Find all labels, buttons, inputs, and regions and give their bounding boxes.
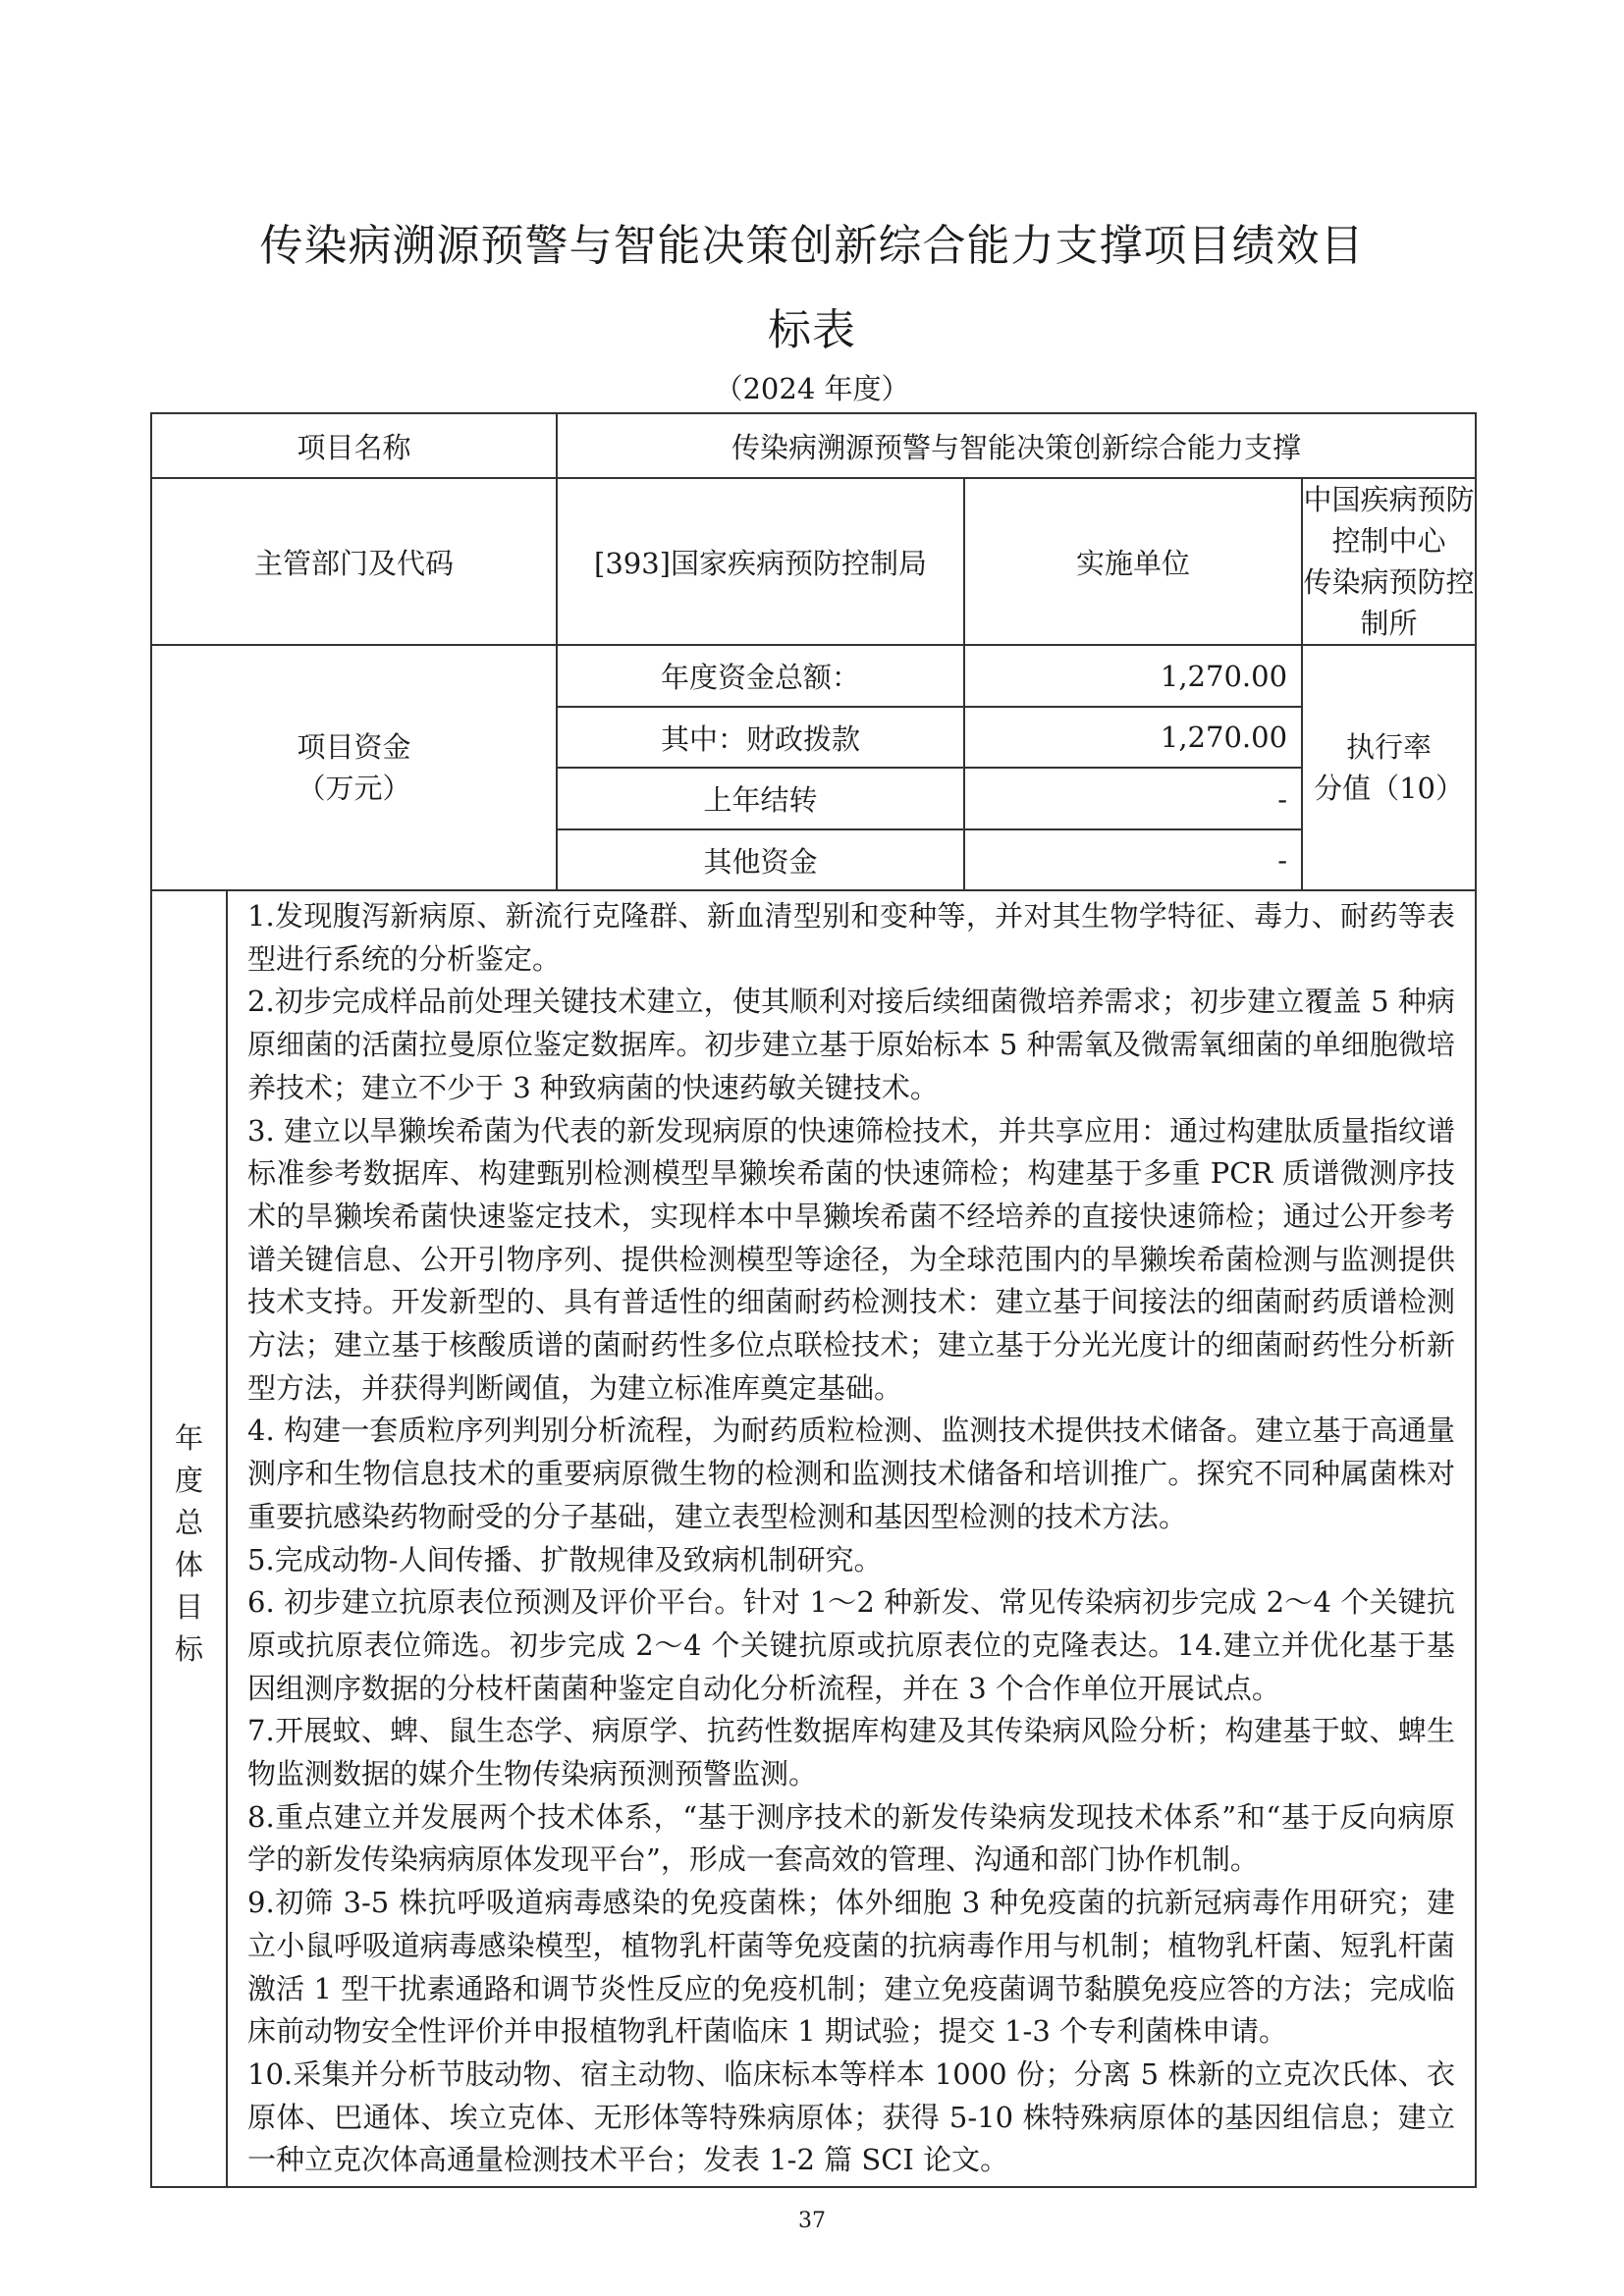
annual-total-label: 年度资金总额： [557, 645, 964, 707]
impl-unit-line2: 传染病预防控制所 [1303, 565, 1475, 640]
exec-rate-score [1302, 645, 1476, 890]
goals-label-char: 度 [174, 1463, 203, 1497]
document-title-line2: 标表 [768, 305, 856, 355]
project-name-label: 项目名称 [151, 413, 557, 478]
goal-item: 4. 构建一套质粒序列判别分析流程，为耐药质粒检测、监测技术提供技术储备。建立基于高通量测序和生物信息技术的重要病原微生物的检测和监测技术储备和培训推广。探究不同种属菌株对重要抗感染药物耐受的分子基础，建立表型检测和基因型检测的技术方法。 [247, 1414, 1456, 1533]
carryover-label: 上年结转 [557, 768, 964, 829]
goal-item: 1.发现腹泻新病原、新流行克隆群、新血清型别和变种等，并对其生物学特征、毒力、耐药等表型进行系统的分析鉴定。 [247, 899, 1456, 976]
goal-item: 3. 建立以旱獭埃希菌为代表的新发现病原的快速筛检技术，并共享应用：通过构建肽质量指纹谱标准参考数据库、构建甄别检测模型旱獭埃希菌的快速筛检；构建基于多重 PCR 质谱微测序技术的旱獭埃希菌快速鉴定技术，实现样本中旱獭埃希菌不经培养的直接快速筛检；通过公开参考谱关键信息、公开引物序列、提供检测模型等途径，为全球范围内的旱獭埃希菌检测与监测提供技术支持。开发新型的、具有普适性的细菌耐药检测技术：建立基于间接法的细菌耐药质谱检测方法；建立基于核酸质谱的菌耐药性多位点联检技术；建立基于分光光度计的细菌耐药性分析新型方法，并获得判断阈值，为建立标准库奠定基础。 [247, 1113, 1456, 1405]
project-name-value: 传染病溯源预警与智能决策创新综合能力支撑 [557, 413, 1476, 478]
goals-label-char: 总 [174, 1505, 203, 1539]
fiscal-label: 其中：财政拨款 [557, 707, 964, 768]
goals-label-char: 体 [174, 1547, 203, 1581]
exec-rate-line1: 执行率 [1346, 730, 1433, 764]
other-funds-label: 其他资金 [557, 829, 964, 890]
goals-label-char: 目 [174, 1589, 203, 1624]
document-title-line1: 传染病溯源预警与智能决策创新综合能力支撑项目绩效目 [259, 221, 1365, 271]
impl-unit-line1: 中国疾病预防控制中心 [1303, 483, 1475, 558]
goal-item: 10.采集并分析节肢动物、宿主动物、临床标本等样本 1000 份；分离 5 株新的立克次氏体、衣原体、巴通体、埃立克体、无形体等特殊病原体；获得 5-10 株特殊病原体的基因组信息；建立一种立克次体高通量检测技术平台；发表 1-2 篇 SCI 论文。 [247, 2056, 1456, 2177]
impl-unit-label: 实施单位 [964, 478, 1302, 645]
goal-item: 5.完成动物-人间传播、扩散规律及致病机制研究。 [247, 1542, 883, 1576]
fiscal-value: 1,270.00 [964, 707, 1302, 768]
goal-item: 9.初筛 3-5 株抗呼吸道病毒感染的免疫菌株；体外细胞 3 种免疫菌的抗新冠病毒作用研究；建立小鼠呼吸道病毒感染模型，植物乳杆菌等免疫菌的抗病毒作用与机制；植物乳杆菌、短乳杆菌激活 1 型干扰素通路和调节炎性反应的免疫机制；建立免疫菌调节黏膜免疫应答的方法；完成临床前动物安全性评价并申报植物乳杆菌临床 1 期试验；提交 1-3 个专利菌株申请。 [247, 1886, 1456, 2049]
funds-label-line1: 项目资金 [297, 730, 411, 764]
page-number: 37 [798, 2209, 826, 2233]
impl-unit-value [1302, 478, 1476, 645]
goals-label-char: 年 [174, 1420, 203, 1455]
goal-item: 2.初步完成样品前处理关键技术建立，使其顺利对接后续细菌微培养需求；初步建立覆盖 5 种病原细菌的活菌拉曼原位鉴定数据库。初步建立基于原始标本 5 种需氧及微需氧细菌的单细胞微培养技术；建立不少于 3 种致病菌的快速药敏关键技术。 [247, 985, 1456, 1104]
annual-goals-content [227, 890, 1476, 2187]
exec-rate-line2: 分值（10） [1314, 772, 1464, 805]
goal-item: 6. 初步建立抗原表位预测及评价平台。针对 1～2 种新发、常见传染病初步完成 2～4 个关键抗原或抗原表位筛选。初步完成 2～4 个关键抗原或抗原表位的克隆表达。14.建立并优化基于基因组测序数据的分枝杆菌菌种鉴定自动化分析流程，并在 3 个合作单位开展试点。 [247, 1585, 1456, 1705]
dept-label: 主管部门及代码 [151, 478, 557, 645]
goals-label-char: 标 [174, 1631, 203, 1666]
funds-label [151, 645, 557, 890]
annual-goals-label [151, 890, 227, 2187]
document-year: （2024 年度） [714, 372, 910, 405]
carryover-value: - [964, 768, 1302, 829]
annual-total-value: 1,270.00 [964, 645, 1302, 707]
performance-table [150, 412, 1477, 2188]
other-funds-value: - [964, 829, 1302, 890]
funds-label-line2: （万元） [297, 772, 411, 805]
goal-item: 8.重点建立并发展两个技术体系，“基于测序技术的新发传染病发现技术体系”和“基于反向病原学的新发传染病病原体发现平台”，形成一套高效的管理、沟通和部门协作机制。 [247, 1799, 1456, 1877]
goal-item: 7.开展蚊、蜱、鼠生态学、病原学、抗药性数据库构建及其传染病风险分析；构建基于蚊、蜱生物监测数据的媒介生物传染病预测预警监测。 [247, 1714, 1456, 1791]
dept-value: [393]国家疾病预防控制局 [557, 478, 964, 645]
